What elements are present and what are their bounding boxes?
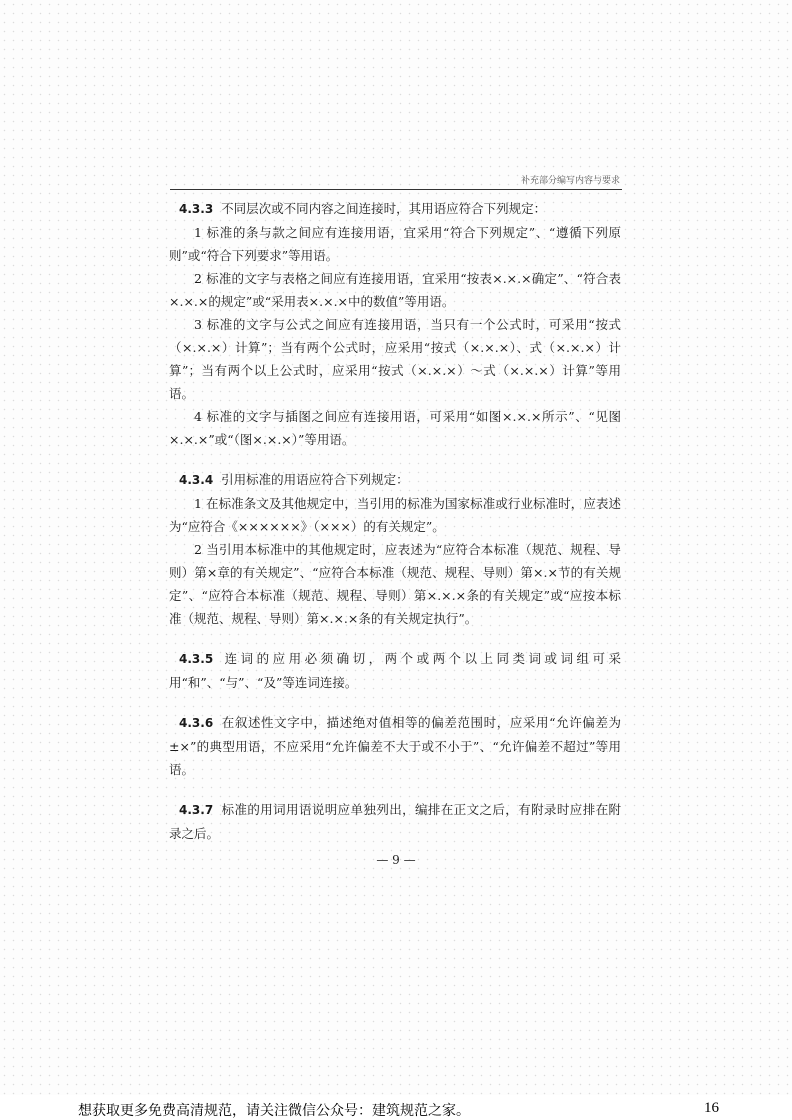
header-rule (170, 189, 622, 190)
clause-text: 连词的应用必须确切，两个或两个以上同类词或词组可采用“和”、“与”、“及”等连词连接。 (169, 651, 621, 690)
clause-number: 4.3.5 (179, 652, 214, 666)
clause-text: 在叙述性文字中，描述绝对值相等的偏差范围时，应采用“允许偏差为±×”的典型用语，不应采用“允许偏差不大于或不小于”、“允许偏差不超过”等用语。 (169, 715, 621, 777)
clause-4-3-7 (169, 798, 621, 845)
running-head: 补充部分编写内容与要求 (520, 176, 620, 186)
clause-text: 引用标准的用语应符合下列规定： (221, 472, 409, 487)
clause-item: 2 当引用本标准中的其他规定时，应表述为“应符合本标准（规范、规程、导则）第×章的有关规定”、“应符合本标准（规范、规程、导则）第×.×节的有关规定”、“应符合本标准（规范、规程、导则）第×.×.×条的有关规定”或“应按本标准（规范、规程、导则）第×.×.×条的有关规定执行”。 (169, 542, 621, 626)
clause-item: 2 标准的文字与表格之间应有连接用语，宜采用“按表×.×.×确定”、“符合表×.×.×的规定”或“采用表×.×.×中的数值”等用语。 (169, 271, 621, 309)
footer-notice: 想获取更多免费高清规范，请关注微信公众号：建筑规范之家。 (78, 1103, 470, 1119)
clause-number: 4.3.4 (179, 473, 214, 487)
clause-number: 4.3.6 (179, 716, 214, 730)
clause-text: 标准的用词用语说明应单独列出，编排在正文之后，有附录时应排在附录之后。 (169, 802, 621, 841)
body-text (169, 197, 621, 845)
clause-4-3-6 (169, 711, 621, 781)
clause-4-3-3 (169, 197, 621, 221)
clause-number: 4.3.7 (179, 803, 214, 817)
clause-item: 3 标准的文字与公式之间应有连接用语，当只有一个公式时，可采用“按式（×.×.×）计算”；当有两个公式时，应采用“按式（×.×.×）、式（×.×.×）计算”；当有两个以上公式时，应采用“按式（×.×.×）～式（×.×.×）计算”等用语。 (169, 317, 621, 401)
clause-item: 1 在标准条文及其他规定中，当引用的标准为国家标准或行业标准时，应表述为“应符合《××××××》（×××）的有关规定”。 (169, 496, 621, 534)
clause-item: 1 标准的条与款之间应有连接用语，宜采用“符合下列规定”、“遵循下列原则”或“符合下列要求”等用语。 (169, 225, 621, 263)
clause-item: 4 标准的文字与插图之间应有连接用语，可采用“如图×.×.×所示”、“见图×.×.×”或“（图×.×.×）”等用语。 (169, 409, 621, 447)
clause-text: 不同层次或不同内容之间连接时，其用语应符合下列规定： (221, 201, 547, 216)
clause-4-3-4 (169, 468, 621, 492)
page-number: — 9 — (376, 853, 416, 867)
clause-number: 4.3.3 (179, 202, 214, 216)
footer-page-number: 16 (704, 1100, 719, 1116)
clause-4-3-5 (169, 647, 621, 694)
